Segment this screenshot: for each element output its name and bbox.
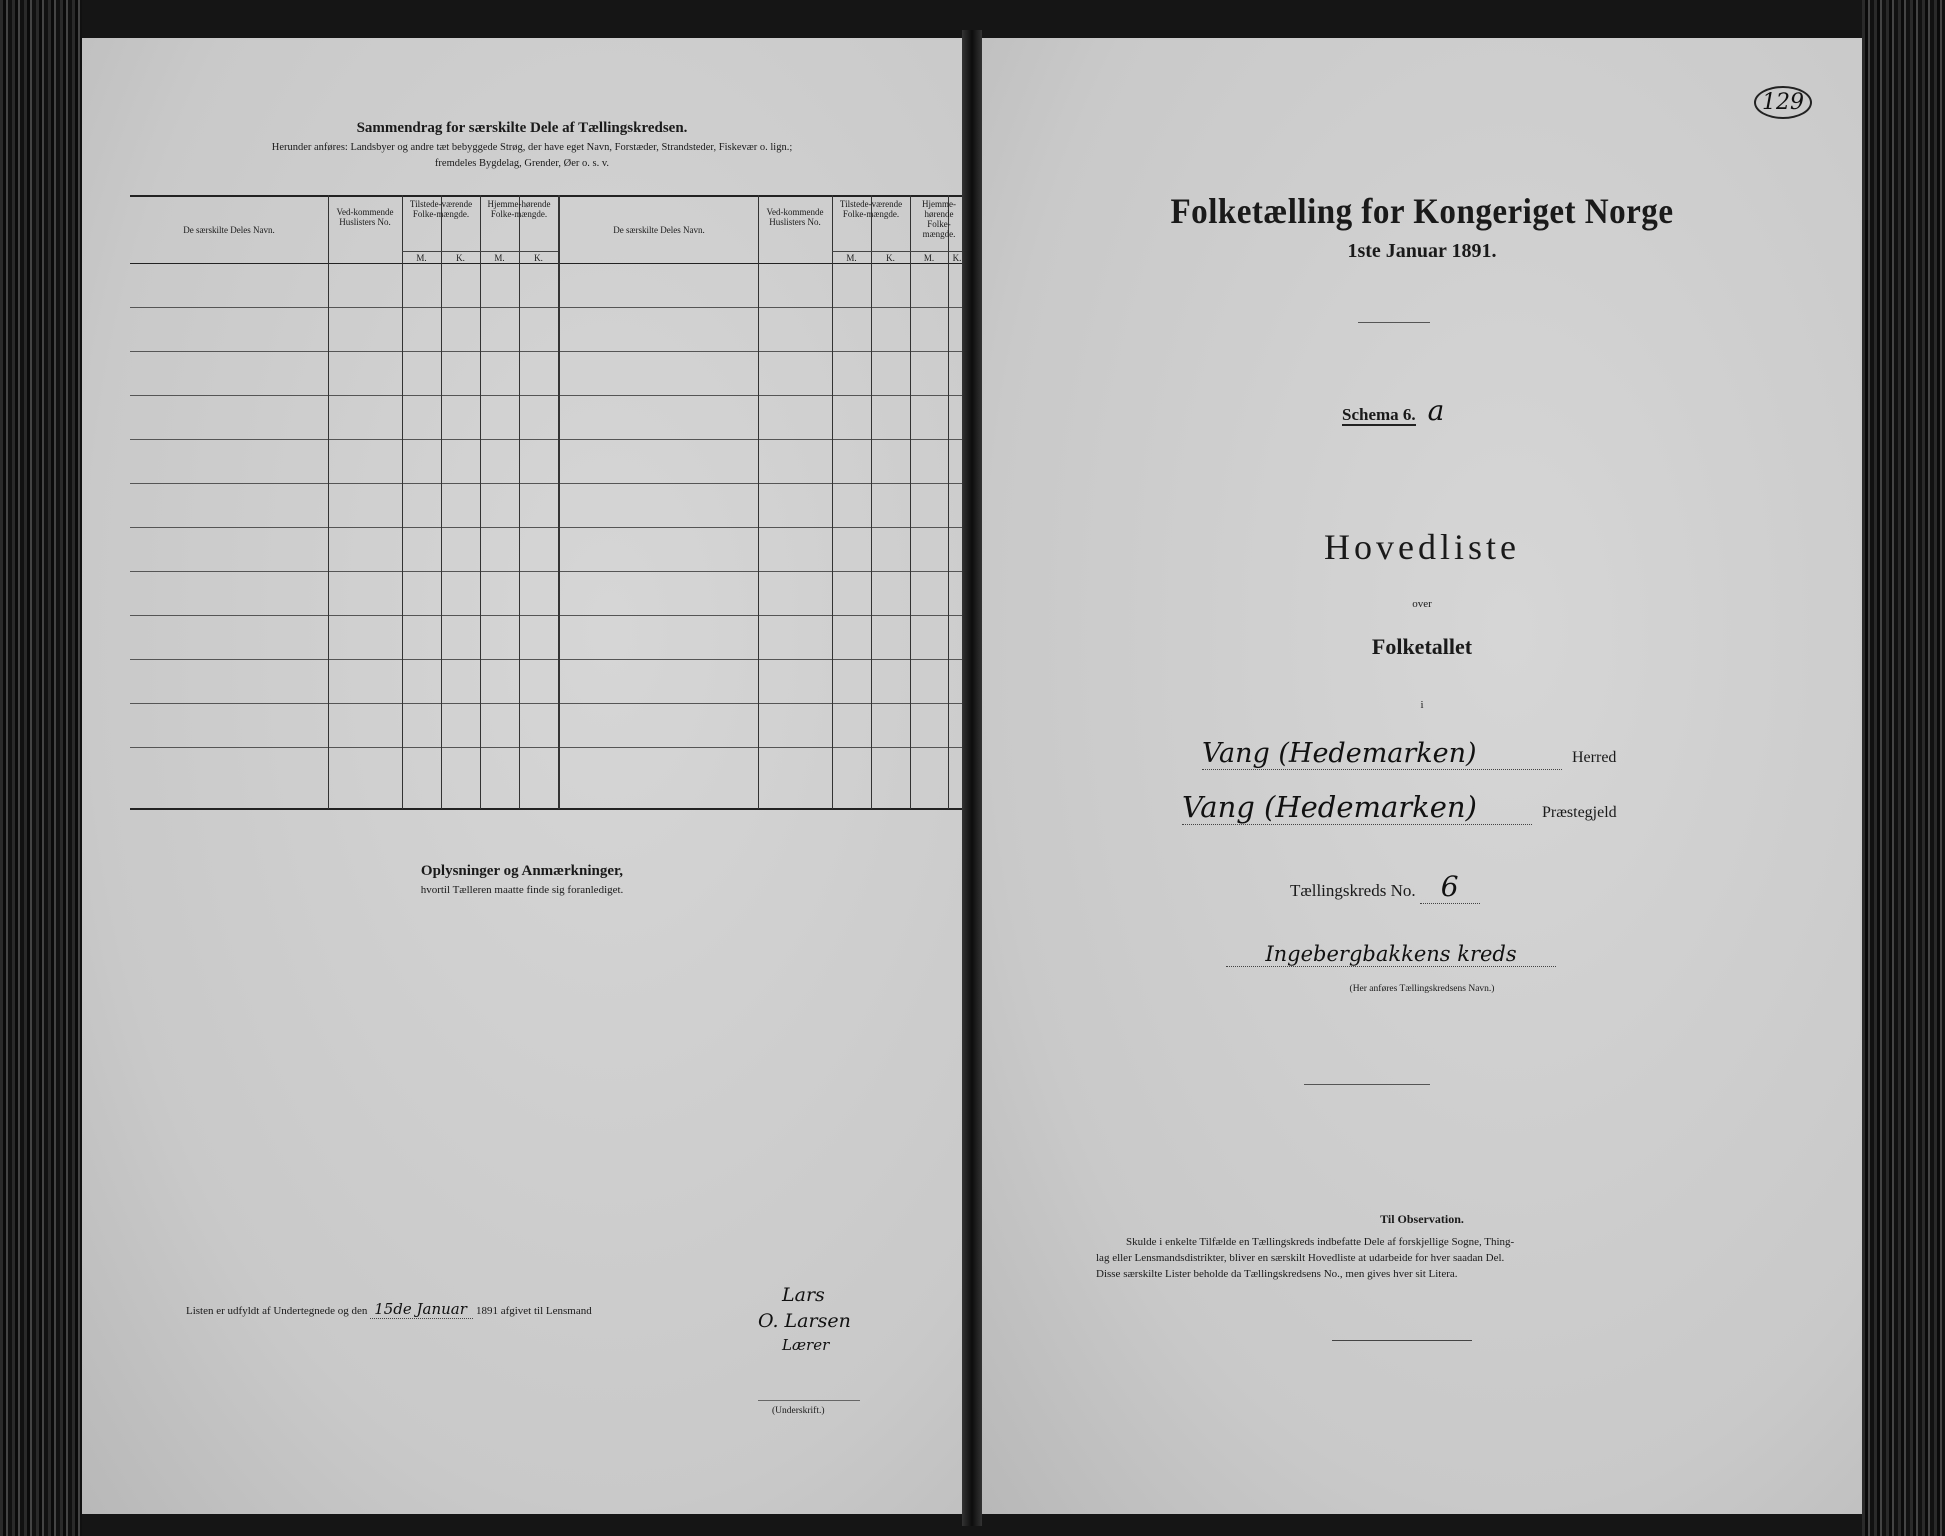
col-header-m: M. bbox=[494, 253, 505, 263]
document-title: Folketælling for Kongeriget Norge bbox=[1170, 191, 1674, 231]
col-header-k: K. bbox=[534, 253, 543, 263]
col-header-present: Tilstede-værende Folke-mængde. bbox=[409, 199, 473, 219]
col-header-name: De særskilte Deles Navn. bbox=[613, 225, 705, 235]
prestegjeld-line bbox=[1182, 790, 1617, 825]
col-header-present: Tilstede-værende Folke-mængde. bbox=[839, 199, 903, 219]
col-header-m: M. bbox=[416, 253, 427, 263]
col-header-list-no: Ved-kommende Huslisters No. bbox=[336, 207, 394, 227]
notes-subtitle: hvortil Tælleren maatte finde sig foranlediget. bbox=[420, 884, 624, 896]
hovedliste-heading: Hovedliste bbox=[1324, 527, 1520, 567]
observation-title: Til Observation. bbox=[1380, 1212, 1464, 1226]
folketallet-heading: Folketallet bbox=[1371, 634, 1473, 659]
book-edge-right bbox=[1862, 0, 1945, 1536]
col-header-k: K. bbox=[886, 253, 895, 263]
signature-line-1: Lars bbox=[782, 1284, 825, 1306]
sign-text-b: 1891 afgivet til Lensmand bbox=[475, 1305, 592, 1317]
sign-line bbox=[186, 1300, 592, 1319]
herred-label: Herred bbox=[1572, 749, 1617, 766]
kreds-name: Ingebergbakkens kreds bbox=[1226, 942, 1556, 967]
book-edge-left bbox=[0, 0, 82, 1536]
schema bbox=[1342, 394, 1444, 427]
summary-subtitle-2: fremdeles Bygdelag, Grender, Øer o. s. v. bbox=[434, 158, 610, 169]
kreds-label: Tællingskreds No. bbox=[1290, 881, 1416, 900]
kreds-caption: (Her anføres Tællingskredsens Navn.) bbox=[1349, 984, 1495, 994]
schema-value: a bbox=[1427, 394, 1445, 427]
i-text: i bbox=[1420, 699, 1424, 711]
notes-title: Oplysninger og Anmærkninger, bbox=[420, 863, 624, 879]
right-page bbox=[982, 38, 1862, 1514]
page-number: 129 bbox=[1754, 86, 1812, 119]
kreds-line bbox=[1290, 870, 1480, 904]
schema-label: Schema 6. bbox=[1342, 405, 1416, 424]
summary-subtitle-1: Herunder anføres: Landsbyer og andre tæt bebyggede Strøg, der have eget Navn, Forstæder, Strandsteder, Fiskevær o. lign.; bbox=[271, 142, 793, 153]
herred-line bbox=[1202, 738, 1616, 770]
col-header-resident: Hjemme-hørende Folke-mængde. bbox=[487, 199, 551, 219]
observation-line-1: Skulde i enkelte Tilfælde en Tællingskreds indbefatte Dele af forskjellige Sogne, Thing- bbox=[1126, 1236, 1515, 1248]
col-header-m: M. bbox=[923, 253, 935, 263]
observation-line-2: lag eller Lensmandsdistrikter, bliver en særskilt Hovedliste at udarbeide for hver saadan Del. bbox=[1096, 1252, 1505, 1264]
col-header-name: De særskilte Deles Navn. bbox=[183, 225, 275, 235]
sign-date: 15de Januar bbox=[370, 1300, 473, 1319]
signature-line-2: O. Larsen bbox=[758, 1310, 851, 1332]
herred-value: Vang (Hedemarken) bbox=[1202, 738, 1562, 770]
col-header-m: M. bbox=[846, 253, 857, 263]
col-header-k: K. bbox=[456, 253, 465, 263]
sign-text-a: Listen er udfyldt af Undertegnede og den bbox=[186, 1305, 368, 1317]
kreds-value: 6 bbox=[1420, 870, 1480, 904]
prestegjeld-label: Præstegjeld bbox=[1542, 804, 1617, 821]
observation-line-3: Disse særskilte Lister beholde da Tællingskredsens No., men gives hver sit Litera. bbox=[1096, 1268, 1458, 1280]
book-gutter bbox=[962, 30, 982, 1526]
col-header-resident: Hjemme-hørende Folke-mængde. bbox=[922, 199, 956, 239]
signature-line-3: Lærer bbox=[782, 1336, 830, 1354]
signature-caption: (Underskrift.) bbox=[772, 1406, 825, 1416]
summary-title: Sammendrag for særskilte Dele af Tællingskredsen. bbox=[356, 120, 688, 136]
summary-table bbox=[130, 195, 966, 809]
left-page bbox=[82, 38, 962, 1514]
document-date: 1ste Januar 1891. bbox=[1347, 240, 1497, 262]
prestegjeld-value: Vang (Hedemarken) bbox=[1182, 790, 1532, 825]
over-text: over bbox=[1412, 598, 1432, 610]
col-header-list-no: Ved-kommende Huslisters No. bbox=[766, 207, 824, 227]
col-header-k: K. bbox=[952, 253, 962, 263]
